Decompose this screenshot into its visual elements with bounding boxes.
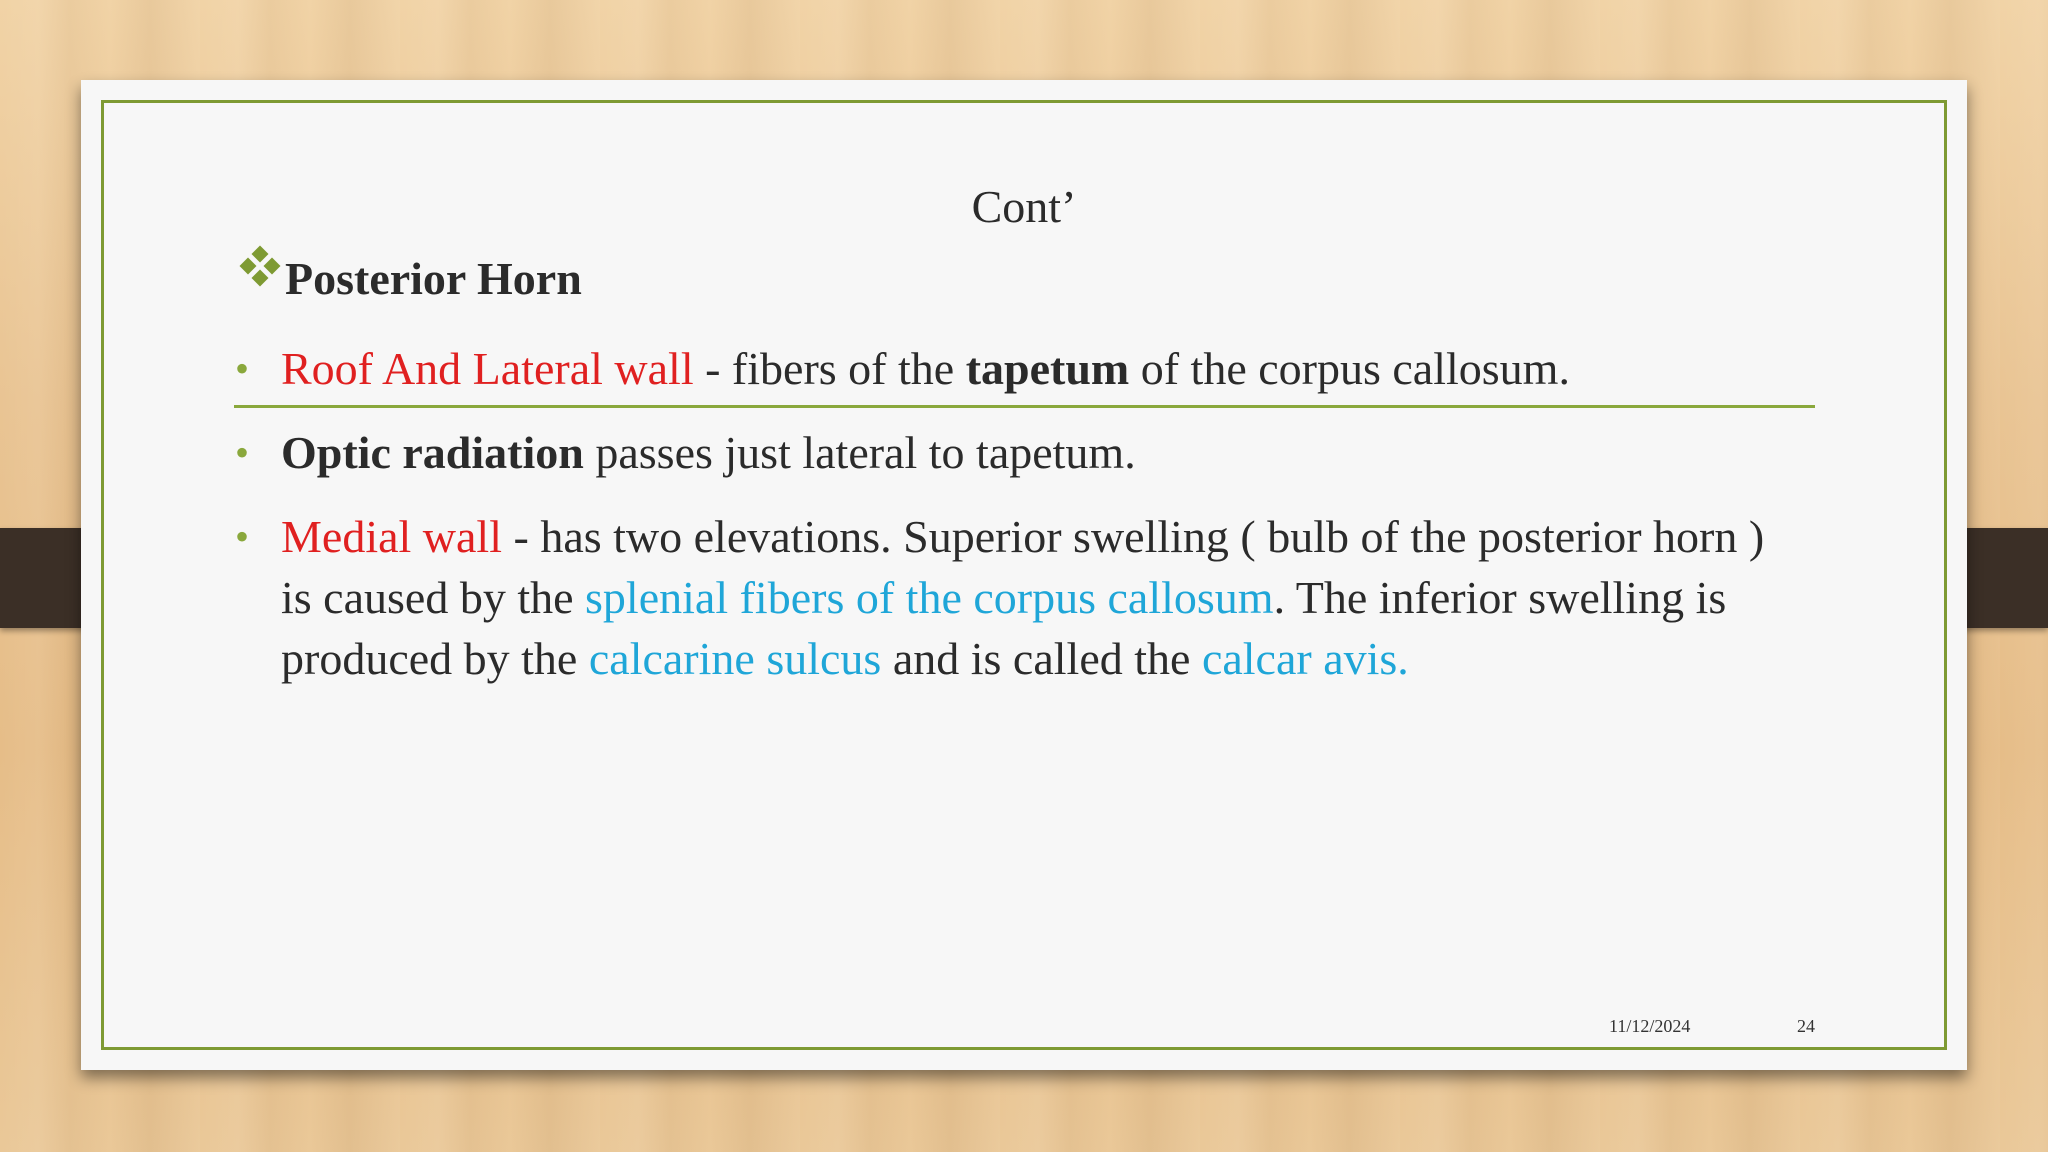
plain-text: passes just lateral to tapetum. (583, 427, 1136, 478)
slide-title: Cont’ (971, 181, 1077, 232)
bullet-text (235, 338, 1805, 399)
bullet-text (235, 506, 1805, 689)
highlight-red-text: Medial wall (281, 511, 502, 562)
round-bullet-icon: • (235, 430, 250, 475)
footer-date: 11/12/2024 (1609, 1016, 1691, 1036)
divider-line (234, 405, 1815, 408)
slide (81, 80, 1967, 1070)
round-bullet-icon: • (235, 346, 250, 391)
four-diamonds-icon (237, 246, 283, 292)
bullet-roof-lateral-wall (235, 338, 1805, 399)
section-heading-text: Posterior Horn (285, 253, 582, 304)
highlight-blue-text: splenial fibers of the corpus callosum (585, 572, 1274, 623)
plain-text: . The inferior swelling is produced by the (281, 572, 1727, 684)
bullet-text (235, 422, 1805, 483)
round-bullet-icon: • (235, 514, 250, 559)
highlight-red-text: Roof And Lateral wall (281, 343, 694, 394)
bullet-medial-wall (235, 506, 1805, 689)
bold-text: Optic radiation (281, 427, 584, 478)
plain-text: - fibers of the (693, 343, 966, 394)
plain-text: of the corpus callosum. (1129, 343, 1570, 394)
bullet-optic-radiation (235, 422, 1805, 483)
section-heading (237, 252, 582, 305)
bold-text: tapetum (965, 343, 1130, 394)
footer-page-number: 24 (1797, 1016, 1815, 1036)
plain-text: and is called the (881, 633, 1202, 684)
highlight-blue-text: calcarine sulcus (588, 633, 882, 684)
highlight-blue-text: calcar avis. (1201, 633, 1409, 684)
plain-text: - has two elevations. Superior swelling ( bulb of the posterior horn ) is caused by the (281, 511, 1765, 623)
